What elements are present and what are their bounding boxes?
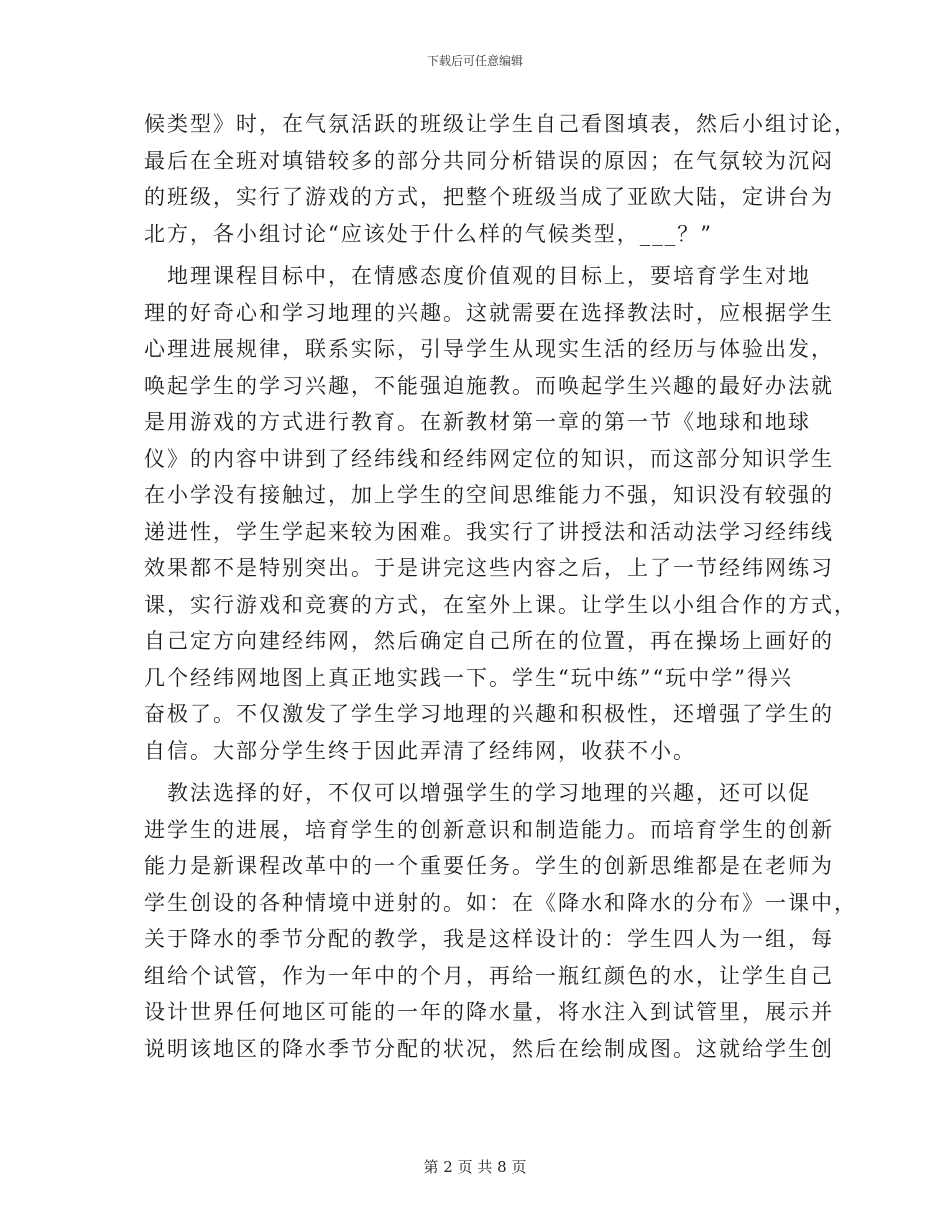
text-line: 自信。大部分学生终于因此弄清了经纬网，收获不小。 [144, 738, 696, 763]
text-line: 自己定方向建经纬网，然后确定自己所在的位置，再在操场上画好的 [144, 629, 834, 653]
text-line: 教法选择的好，不仅可以增强学生的学习地理的兴趣，还可以促 [144, 781, 811, 805]
text-line: 在小学没有接触过，加上学生的空间思维能力不强，知识没有较强的 [144, 483, 834, 507]
text-line: 地理课程目标中，在情感态度价值观的目标上，要培育学生对地 [144, 264, 811, 288]
paragraph [144, 258, 857, 769]
text-line: 课，实行游戏和竞赛的方式，在室外上课。让学生以小组合作的方式， [144, 592, 857, 617]
text-line: 递进性，学生学起来较为困难。我实行了讲授法和活动法学习经纬线 [144, 519, 834, 544]
paragraph [144, 106, 857, 252]
text-line: 能力是新课程改革中的一个重要任务。学生的创新思维都是在老师为 [144, 854, 834, 878]
page-number: 第 2 页 共 8 页 [423, 1158, 527, 1176]
text-line: 设计世界任何地区可能的一年的降水量，将水注入到试管里，展示并 [144, 1000, 834, 1024]
text-line: 关于降水的季节分配的教学，我是这样设计的：学生四人为一组，每 [144, 927, 834, 951]
text-line: 说明该地区的降水季节分配的状况，然后在绘制成图。这就给学生创 [144, 1036, 834, 1061]
text-line: 心理进展规律，联系实际，引导学生从现实生活的经历与体验出发， [144, 337, 834, 361]
text-line: 唤起学生的学习兴趣，不能强迫施教。而唤起学生兴趣的最好办法就 [144, 373, 834, 398]
text-line: 效果都不是特别突出。于是讲完这些内容之后，上了一节经纬网练习 [144, 556, 834, 580]
text-line: 组给个试管，作为一年中的个月，再给一瓶红颜色的水，让学生自己 [144, 963, 834, 988]
text-line: 候类型》时，在气氛活跃的班级让学生自己看图填表，然后小组讨论， [144, 112, 857, 136]
document-body [144, 106, 857, 1067]
text-line: 的班级，实行了游戏的方式，把整个班级当成了亚欧大陆，定讲台为 [144, 185, 834, 209]
paragraph [144, 775, 857, 1067]
page-header: 下载后可任意编辑 [426, 54, 523, 68]
text-line: 理的好奇心和学习地理的兴趣。这就需要在选择教法时，应根据学生 [144, 300, 834, 325]
text-line: 进学生的进展，培育学生的创新意识和制造能力。而培育学生的创新 [144, 817, 834, 842]
text-line: 奋极了。不仅激发了学生学习地理的兴趣和积极性，还增强了学生的 [144, 702, 834, 726]
text-line: 最后在全班对填错较多的部分共同分析错误的原因；在气氛较为沉闷 [144, 148, 834, 173]
text-line: 北方，各小组讨论“应该处于什么样的气候类型，___？” [144, 221, 713, 246]
text-line: 学生创设的各种情境中迸射的。如：在《降水和降水的分布》一课中， [144, 890, 857, 915]
text-line: 几个经纬网地图上真正地实践一下。学生“玩中练”“玩中学”得兴 [144, 665, 793, 690]
text-line: 是用游戏的方式进行教育。在新教材第一章的第一节《地球和地球 [144, 410, 811, 434]
text-line: 仪》的内容中讲到了经纬线和经纬网定位的知识，而这部分知识学生 [144, 446, 834, 471]
